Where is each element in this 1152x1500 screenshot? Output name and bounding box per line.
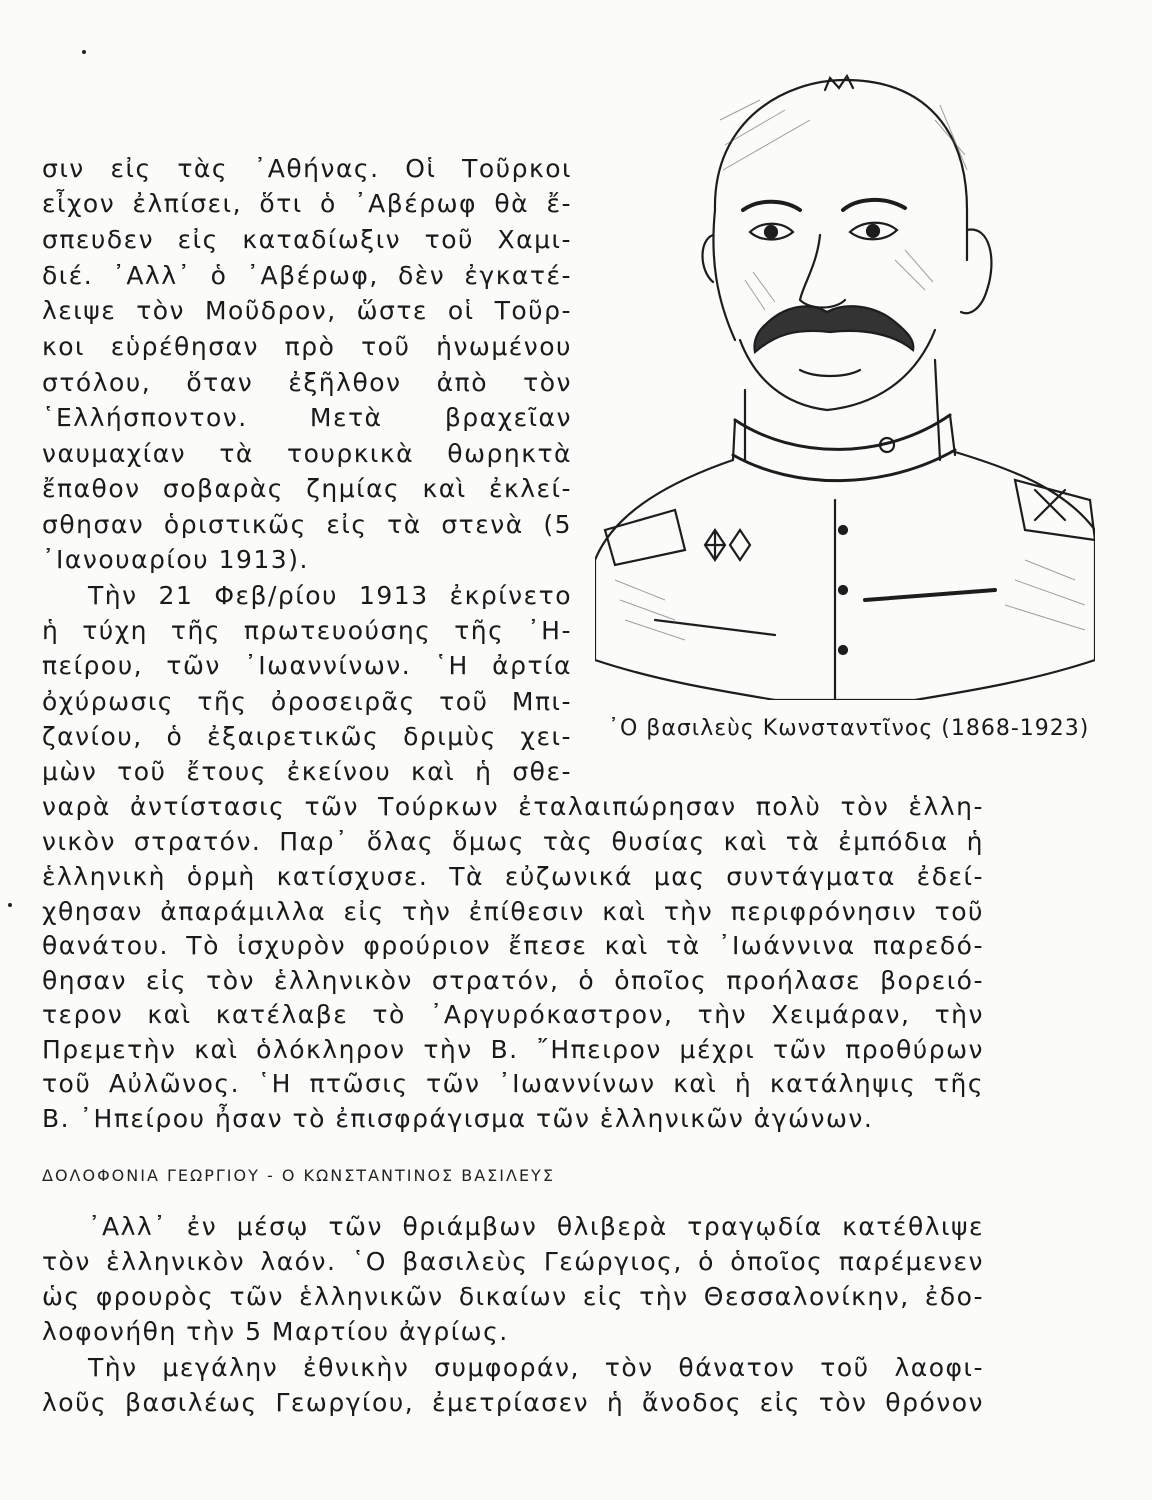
text-line: σιν εἰς τὰς ᾿Αθήνας. Οἱ Τοῦρκοι [42, 154, 572, 183]
text-line: χθησαν ἀπαράμιλλα εἰς τὴν ἐπίθεσιν καὶ τὴν περιφρόνησιν τοῦ [42, 897, 984, 926]
text-line: ῾Ελλήσποντον. Μετὰ βραχεῖαν [42, 403, 572, 432]
text-line: διέ. ᾿Αλλ᾿ ὁ ᾿Αβέρωφ, δὲν ἐγκατέ- [42, 261, 572, 290]
section-heading: ΔΟΛΟΦΟΝΙΑ ΓΕΩΡΓΙΟΥ - Ο ΚΩΝΣΤΑΝΤΙΝΟΣ ΒΑΣΙΛΕΥΣ [42, 1166, 555, 1185]
text-line: τοῦ Αὐλῶνος. ῾Η πτῶσις τῶν ᾿Ιωαννίνων καὶ ἡ κατάληψις τῆς [42, 1069, 984, 1098]
text-line: εἶχον ἐλπίσει, ὅτι ὁ ᾿Αβέρωφ θὰ ἔ- [42, 189, 572, 218]
text-line: ὡς φρουρὸς τῶν ἑλληνικῶν δικαίων εἰς τὴν Θεσσαλονίκην, ἐδο- [42, 1282, 984, 1311]
text-line: ναρὰ ἀντίστασις τῶν Τούρκων ἐταλαιπώρησαν πολὺ τὸν ἑλλη- [42, 792, 984, 821]
medal [705, 530, 725, 560]
text-line: ἑλληνικὴ ὁρμὴ κατίσχυσε. Τὰ εὐζωνικά μας συντάγματα ἐδεί- [42, 862, 984, 891]
text-line: τὸν ἑλληνικὸν λαόν. ῾Ο βασιλεὺς Γεώργιος, ὁ ὁποῖος παρέμενεν [42, 1247, 984, 1276]
text-line: ἔπαθον σοβαρὰς ζημίας καὶ ἐκλεί- [42, 474, 572, 503]
margin-dot [82, 50, 86, 54]
portrait-illustration [595, 60, 1095, 700]
text-line: σθησαν ὁριστικῶς εἰς τὰ στενὰ (5 [42, 510, 572, 539]
collar [735, 415, 950, 449]
text-line: ἡ τύχη τῆς πρωτευούσης τῆς ᾿Η- [42, 616, 572, 645]
text-line: κοι εὑρέθησαν πρὸ τοῦ ἡνωμένου [42, 332, 572, 361]
figure-caption: ᾿Ο βασιλεὺς Κωνσταντῖνος (1868-1923) [608, 716, 1090, 741]
text-line: μὼν τοῦ ἔτους ἐκείνου καὶ ἡ σθε- [42, 757, 572, 786]
text-line: σπευδεν εἰς καταδίωξιν τοῦ Χαμι- [42, 225, 572, 254]
text-line: ζανίου, ὁ ἐξαιρετικῶς δριμὺς χει- [42, 722, 572, 751]
text-line: Τὴν μεγάλην ἐθνικὴν συμφοράν, τὸν θάνατον τοῦ λαοφι- [88, 1353, 984, 1382]
text-line: νικὸν στρατόν. Παρ᾿ ὅλας ὅμως τὰς θυσίας καὶ τὰ ἐμπόδια ἡ [42, 827, 984, 856]
margin-dot [8, 903, 12, 907]
ear-outline [961, 230, 991, 314]
text-line: λοῦς βασιλέως Γεωργίου, ἐμετρίασεν ἡ ἄνοδος εἰς τὸν θρόνον [42, 1388, 984, 1417]
text-line: θησαν εἰς τὸν ἑλληνικὸν στρατόν, ὁ ὁποῖος προήλασε βορειό- [42, 966, 984, 995]
text-line: λοφονήθη τὴν 5 Μαρτίου ἀγρίως. [42, 1317, 509, 1346]
text-line: Πρεμετὴν καὶ ὁλόκληρον τὴν Β. ῎Ηπειρον μέχρι τῶν προθύρων [42, 1035, 984, 1064]
text-line: ᾿Ιανουαρίου 1913). [42, 545, 309, 574]
uniform-left [595, 460, 775, 700]
uniform-right [915, 452, 1095, 700]
text-line: λειψε τὸν Μοῦδρον, ὥστε οἱ Τοῦρ- [42, 296, 572, 325]
text-line: Β. ᾿Ηπείρου ἦσαν τὸ ἐπισφράγισμα τῶν ἑλληνικῶν ἀγώνων. [42, 1104, 874, 1133]
text-line: θανάτου. Τὸ ἰσχυρὸν φρούριον ἔπεσε καὶ τὰ ᾿Ιωάννινα παρεδό- [42, 931, 984, 960]
text-line: στόλου, ὅταν ἐξῆλθον ἀπὸ τὸν [42, 368, 572, 397]
text-line: πείρου, τῶν ᾿Ιωαννίνων. ῾Η ἀρτία [42, 651, 572, 680]
text-line: Τὴν 21 Φεβ/ρίου 1913 ἐκρίνετο [88, 581, 572, 610]
text-line: τερον καὶ κατέλαβε τὸ ᾿Αργυρόκαστρον, τὴν Χειμάραν, τὴν [42, 1000, 984, 1029]
text-line: ὀχύρωσις τῆς ὀροσειρᾶς τοῦ Μπι- [42, 687, 572, 716]
nose [800, 235, 845, 308]
moustache [754, 306, 913, 352]
text-line: ναυμαχίαν τὰ τουρκικὰ θωρηκτὰ [42, 439, 572, 468]
text-line: ᾿Αλλ᾿ ἐν μέσῳ τῶν θριάμβων θλιβερὰ τραγῳδία κατέθλιψε [88, 1212, 984, 1241]
